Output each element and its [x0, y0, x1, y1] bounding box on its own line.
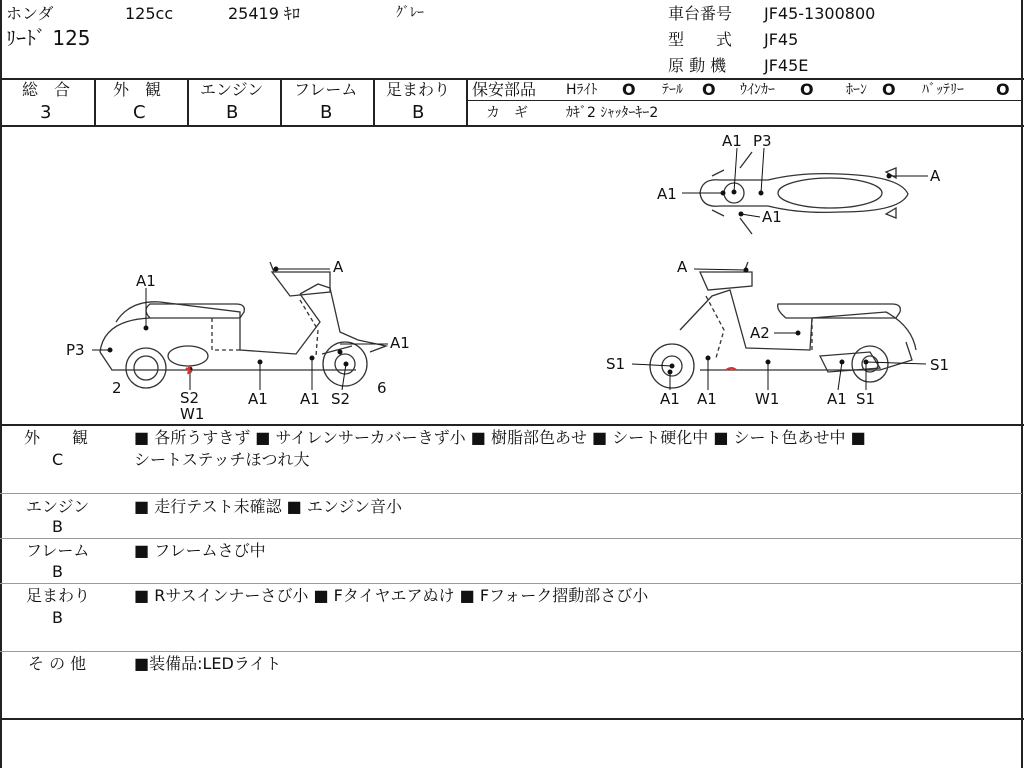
diagram-label: W1: [755, 390, 780, 408]
key-label: カ ギ: [486, 105, 528, 121]
diagram-label: S1: [606, 355, 626, 373]
diagram-label: S1: [930, 356, 950, 374]
diagram-label: 2: [112, 379, 122, 397]
horn-label: ﾎｰﾝ: [846, 82, 867, 98]
engine-grade: B: [226, 102, 239, 123]
battery-label: ﾊﾞｯﾃﾘｰ: [922, 82, 964, 98]
remark-text: ■装備品:LEDライト: [134, 654, 282, 673]
key-value: ｶｷﾞ2 ｼｬｯﾀｰｷｰ2: [566, 105, 659, 121]
diagram-label: A: [677, 258, 688, 276]
remark-text: ■ 各所うすきず ■ サイレンサーカバーきず小 ■ 樹脂部色あせ ■ シート硬化中 ■ シート色あせ中 ■: [134, 428, 866, 447]
safety-parts-label: 保安部品: [472, 80, 537, 99]
diagram-label: A1: [827, 390, 847, 408]
suspension-label: 足まわり: [386, 80, 451, 99]
remark-label: 外 観: [24, 428, 89, 447]
engine-code: JF45E: [764, 56, 809, 75]
mileage: 25419 ｷﾛ: [228, 4, 300, 23]
overall-grade: 3: [40, 102, 52, 123]
battery-status: O: [996, 80, 1010, 99]
diagram-label: A1: [762, 208, 782, 226]
engine-label: エンジン: [200, 80, 264, 99]
exterior-grade: C: [133, 102, 146, 123]
frame-label: フレーム: [294, 80, 358, 99]
remark-text: ■ Rサスインナーさび小 ■ Fタイヤエアぬけ ■ Fフォーク摺動部さび小: [134, 586, 649, 605]
diagram-label: A1: [248, 390, 268, 408]
body-color: ｸﾞﾚｰ: [396, 5, 424, 21]
winker-label: ｳｲﾝｶｰ: [740, 82, 775, 98]
remark-grade: B: [52, 517, 63, 536]
remark-label: フレーム: [26, 541, 90, 560]
diagram-label: A1: [390, 334, 410, 352]
diagram-label: A1: [136, 272, 156, 290]
diagram-label: S1: [856, 390, 876, 408]
headlight-status: O: [622, 80, 636, 99]
diagram-label: 6: [377, 379, 387, 397]
horn-status: O: [882, 80, 896, 99]
suspension-grade: B: [412, 102, 425, 123]
displacement: 125cc: [125, 4, 174, 23]
diagram-label: P3: [66, 341, 85, 359]
diagram-label: A: [930, 167, 941, 185]
diagram-label: A1: [300, 390, 320, 408]
exterior-label: 外 観: [113, 80, 162, 99]
diagram-label: P3: [753, 132, 772, 150]
diagram-label: A: [333, 258, 344, 276]
headlight-label: Hﾗｲﾄ: [566, 82, 598, 98]
frame-number-label: 車台番号: [668, 4, 733, 23]
remark-label: エンジン: [26, 497, 90, 516]
remark-label: 足まわり: [26, 586, 91, 605]
diagram-label: A2: [750, 324, 770, 342]
diagram-label: A1: [697, 390, 717, 408]
remark-label: そ の 他: [28, 654, 87, 673]
remark-grade: C: [52, 450, 64, 469]
remark-text: シートステッチほつれ大: [134, 450, 310, 469]
diagram-label: A1: [660, 390, 680, 408]
maker: ホンダ: [6, 4, 54, 23]
remark-text: ■ フレームさび中: [134, 541, 266, 560]
diagram-label: S2: [331, 390, 351, 408]
model-name: ﾘｰﾄﾞ 125: [6, 26, 91, 50]
model-code-label: 型 式: [668, 30, 733, 49]
tail-status: O: [702, 80, 716, 99]
diagram-label: A1: [657, 185, 677, 203]
scooter-top-view: [700, 152, 908, 234]
top-view-labels: [657, 132, 941, 226]
damage-diagram: [0, 126, 1022, 424]
remark-grade: B: [52, 562, 63, 581]
remark-text: ■ 走行テスト未確認 ■ エンジン音小: [134, 497, 403, 516]
winker-status: O: [800, 80, 814, 99]
overall-label: 総 合: [22, 80, 71, 99]
diagram-label: W1: [180, 405, 205, 423]
frame-grade: B: [320, 102, 333, 123]
diagram-label: S2: [180, 389, 200, 407]
model-code: JF45: [764, 30, 799, 49]
frame-number: JF45-1300800: [764, 4, 876, 23]
diagram-label: A1: [722, 132, 742, 150]
scooter-right-view: [650, 262, 916, 388]
remark-grade: B: [52, 608, 63, 627]
tail-label: ﾃｰﾙ: [662, 82, 683, 98]
engine-code-label: 原 動 機: [668, 56, 727, 75]
